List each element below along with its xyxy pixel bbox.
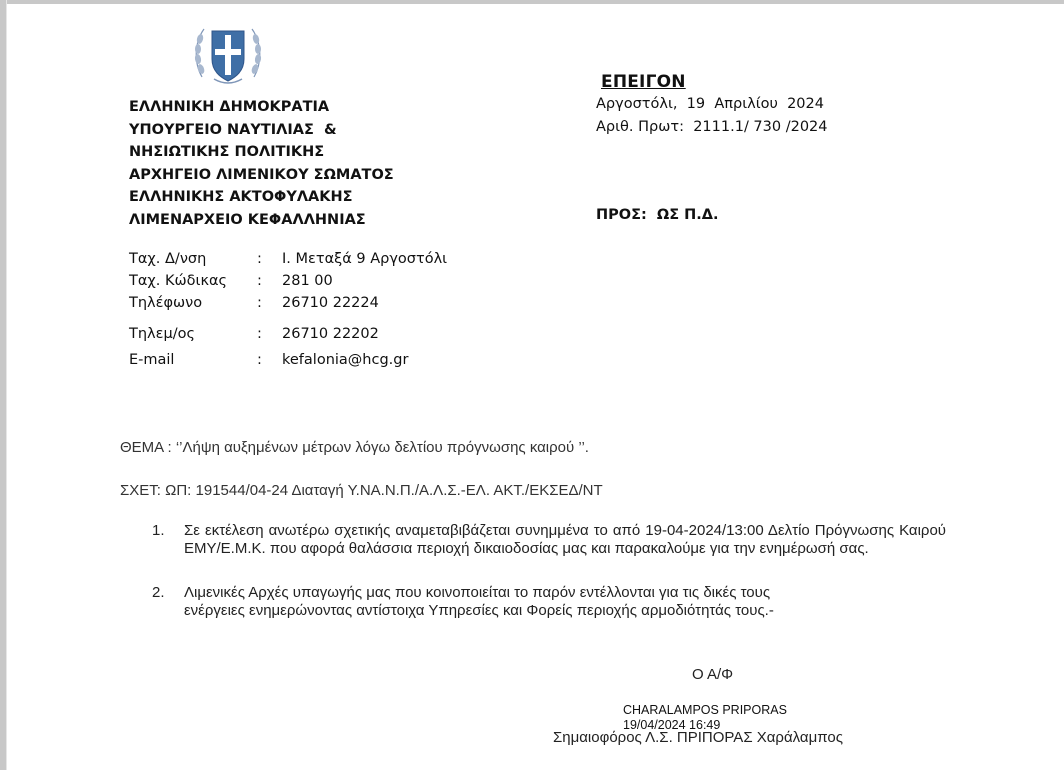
list-item-line: Λιμενικές Αρχές υπαγωγής μας που κοινοποιείται το παρόν εντέλλονται για τις δικές τους — [184, 584, 771, 601]
place-date: Αργοστόλι, 19 Απριλίου 2024 — [596, 96, 824, 112]
contact-separator: : — [257, 352, 262, 368]
org-line: ΑΡΧΗΓΕΙΟ ΛΙΜΕΝΙΚΟΥ ΣΩΜΑΤΟΣ — [129, 166, 394, 183]
signatory-name: Σημαιοφόρος Λ.Σ. ΠΡΙΠΟΡΑΣ Χαράλαμπος — [553, 729, 843, 746]
contact-label: E-mail — [129, 352, 175, 368]
greek-coat-of-arms-icon — [192, 19, 264, 89]
list-item-line: Σε εκτέλεση ανωτέρω σχετικής αναμεταβιβάζεται συνημμένα το από 19-04-2024/13:00 Δελτίο — [184, 522, 810, 539]
digital-signature-date: 19/04/2024 16:49 — [623, 718, 721, 732]
subject-line: ΘΕΜΑ : ‘’Λήψη αυξημένων μέτρων λόγω δελτίου πρόγνωσης καιρού ’’. — [120, 439, 589, 456]
page-top-border — [0, 0, 1064, 4]
list-item-line: παρακαλούμε για την ενημέρωσή σας. — [614, 540, 869, 557]
contact-value: 26710 22224 — [282, 295, 379, 311]
protocol-number: Αριθ. Πρωτ: 2111.1/ 730 /2024 — [596, 119, 828, 135]
list-item-line: Πρόγνωσης Καιρού ΕΜΥ/Ε.Μ.Κ. που αφορά θαλάσσια περιοχή δικαιοδοσίας μας και — [184, 522, 946, 557]
on-behalf-label: Ο Α/Φ — [692, 666, 734, 683]
contact-separator: : — [257, 251, 262, 267]
digital-signer: CHARALAMPOS PRIPORAS — [623, 703, 787, 717]
list-item-number: 1. — [152, 522, 165, 539]
contact-label: Ταχ. Δ/νση — [129, 251, 207, 267]
org-line: ΛΙΜΕΝΑΡΧΕΙΟ ΚΕΦΑΛΛΗΝΙΑΣ — [129, 211, 366, 228]
page-left-shadow — [6, 0, 7, 770]
recipient: ΠΡΟΣ: ΩΣ Π.Δ. — [596, 207, 719, 223]
contact-value: 26710 22202 — [282, 326, 379, 342]
contact-label: Τηλέφωνο — [129, 295, 203, 311]
org-line: ΥΠΟΥΡΓΕΙΟ ΝΑΥΤΙΛΙΑΣ & — [129, 121, 337, 138]
list-item-text — [184, 522, 946, 558]
organization-header — [129, 96, 394, 232]
contact-label: Ταχ. Κώδικας — [129, 273, 228, 289]
contact-label: Τηλεμ/ος — [129, 326, 195, 342]
contact-separator: : — [257, 326, 262, 342]
contact-value: 281 00 — [282, 273, 333, 289]
contact-value: kefalonia@hcg.gr — [282, 352, 409, 368]
org-line: ΝΗΣΙΩΤΙΚΗΣ ΠΟΛΙΤΙΚΗΣ — [129, 144, 325, 161]
reference-line: ΣΧΕΤ: ΩΠ: 191544/04-24 Διαταγή Υ.ΝΑ.Ν.Π./Α.Λ.Σ.-ΕΛ. ΑΚΤ./ΕΚΣΕΔ/ΝΤ — [120, 482, 603, 499]
list-item-line: ενέργειες ενημερώνοντας αντίστοιχα Υπηρεσίες και Φορείς περιοχής αρμοδιότητάς τους.- — [184, 602, 774, 619]
list-item-number: 2. — [152, 584, 165, 601]
list-item-text — [184, 584, 946, 620]
urgency-label: ΕΠΕΙΓΟΝ — [601, 72, 686, 92]
org-line: ΕΛΛΗΝΙΚΗΣ ΑΚΤΟΦΥΛΑΚΗΣ — [129, 189, 353, 206]
contact-separator: : — [257, 273, 262, 289]
org-line: ΕΛΛΗΝΙΚΗ ΔΗΜΟΚΡΑΤΙΑ — [129, 99, 330, 115]
contact-value: Ι. Μεταξά 9 Αργοστόλι — [282, 251, 448, 267]
contact-separator: : — [257, 295, 262, 311]
